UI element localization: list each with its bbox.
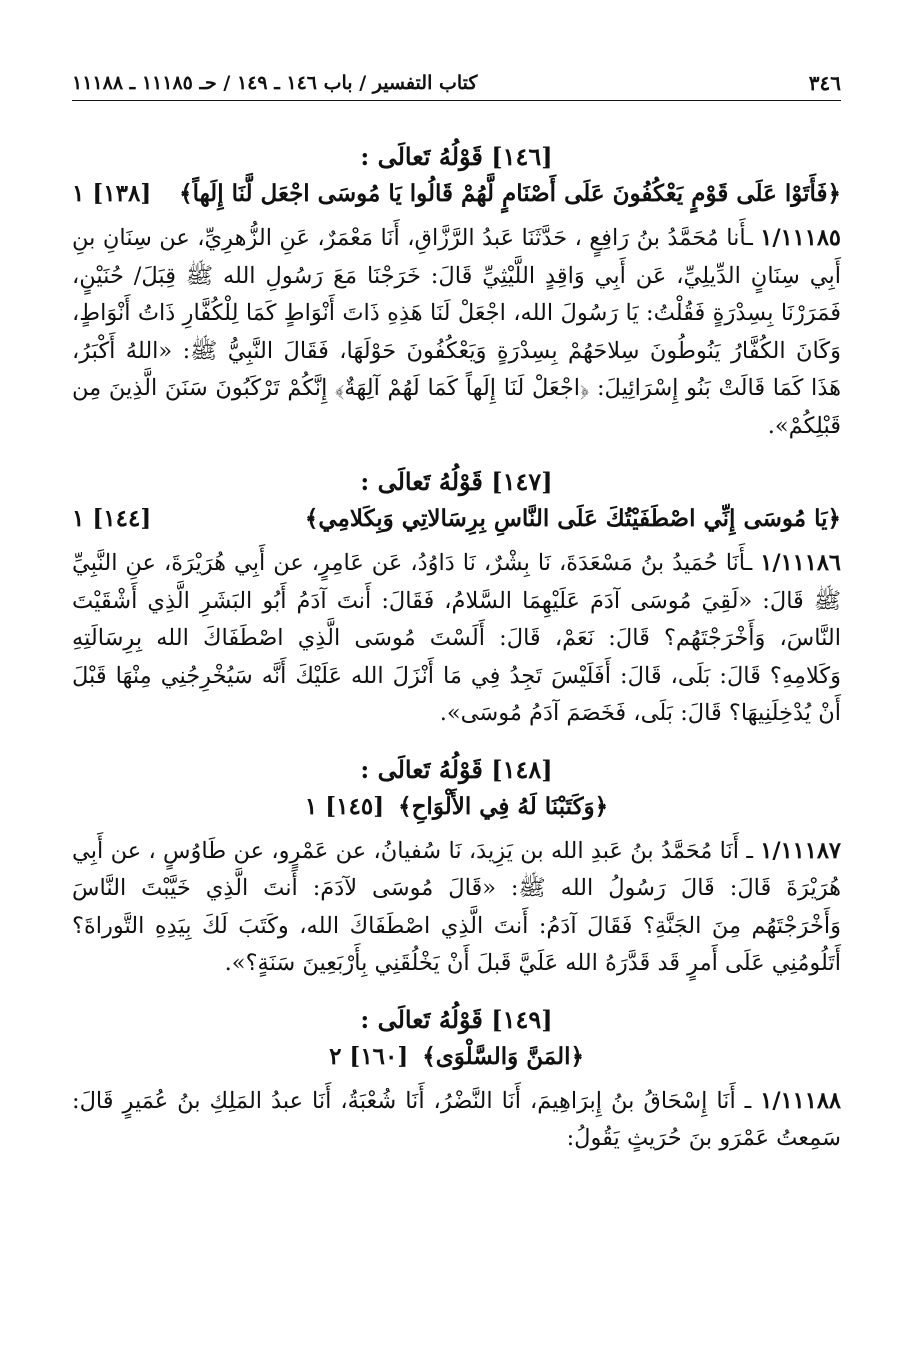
verse-text: ﴿فَأَتَوْا عَلَى قَوْمٍ يَعْكُفُونَ عَلَى أَصْنَامٍ لَّهُمْ قَالُوا يَا مُوسَى اجْعَل لَّنَا إِلَهاً﴾ (179, 180, 841, 207)
page-number: ٣٤٦ (808, 71, 841, 95)
verse-line (72, 174, 841, 214)
page-body (72, 140, 841, 1178)
hadith-paragraph (72, 220, 841, 445)
hadith-number: ١/١١١٨٧ (760, 837, 842, 864)
hadith-number: ١/١١١٨٨ (760, 1087, 842, 1114)
verse-ref: [١٣٨] ١ (72, 180, 152, 207)
hadith-paragraph (72, 1083, 841, 1158)
section-title: [١٤٩] قَوْلُهُ تَعالَى : (360, 1004, 553, 1034)
verse-text: ﴿وَكَتَبْنَا لَهُ فِي الأَلْوَاحِ﴾ (398, 792, 609, 820)
verse-ref: [١٦٠] ٢ (329, 1042, 409, 1070)
hadith-text: ـ أَنَا إِسْحَاقُ بنُ إِبرَاهِيمَ، أَنَا النَّضْرُ، أَنَا شُعْبَةُ، أَنَا عبدُ المَلِكِ بنُ عُمَيرٍ قَالَ: سَمِعتُ عَمْرَو بنَ حُرَيثٍ يَقُولُ: (72, 1087, 841, 1151)
section-148 (72, 753, 841, 983)
verse-text: ﴿المَنَّ وَالسَّلْوَى﴾ (422, 1042, 584, 1070)
verse-ref: [١٤٤] ١ (72, 505, 152, 532)
hadith-number: ١/١١١٨٦ (760, 550, 841, 576)
page-header (72, 66, 841, 101)
running-title: كتاب التفسير / باب ١٤٦ ـ ١٤٩ / حـ ١١١٨٥ ـ ١١١٨٨ (72, 72, 478, 94)
hadith-paragraph (72, 545, 841, 733)
section-title: [١٤٨] قَوْلُهُ تَعالَى : (360, 754, 553, 784)
section-149 (72, 1003, 841, 1158)
hadith-text: ـ أَنَا مُحَمَّدُ بنُ عَبدِ الله بن يَزِيدَ، نَا سُفيانُ، عن عَمْرٍو، عن طَاوُسٍ ، عن أَبِي هُرَيْرَةَ قَالَ: قَالَ رَسُولُ الله ﷺ: «قَالَ مُوسَى لآدَمَ: أَنتَ الَّذِي خَيَّبْتَ النَّاسَ وَأَخْرَجْتَهُم مِنَ الجَنَّةِ؟ فَقَالَ آدَمُ: أَنتَ الَّذِي اصْطَفَاكَ الله، وكَتَبَ لَكَ بِيَدِهِ التَّوراةَ؟ أَتَلُومُنِي عَلَى أَمرٍ قَد قَدَّرَهُ الله عَلَيَّ قَبلَ أَنْ يَخْلُقَنِي بِأَرْبَعِينَ سَنَةٍ؟». (72, 837, 841, 976)
verse-line (72, 1037, 841, 1077)
section-title: [١٤٧] قَوْلُهُ تَعالَى : (360, 467, 553, 496)
section-147 (72, 465, 841, 733)
hadith-paragraph (72, 833, 841, 983)
verse-line (72, 787, 841, 827)
hadith-text: ـأَنَا حُمَيدُ بنُ مَسْعَدَةَ، نَا بِشْرٌ، نَا دَاوُدُ، عَن عَامِرٍ، عن أَبِي هُرَيْرَةَ، عنِ النَّبِيِّ ﷺ قَالَ: «لَقِيَ مُوسَى آدَمَ عَلَيْهِمَا السَّلامُ، فَقَالَ: أَنتَ آدَمُ أَبُو البَشَرِ الَّذِي أَشْقَيْتَ النَّاسَ، وَأَخْرَجْتَهُم؟ قَالَ: نَعَمْ، قَالَ: أَلَسْتَ مُوسَى الَّذِي اصْطَفَاكَ الله بِرِسَالَتِهِ وَكَلامِهِ؟ قَالَ: بَلَى، قَالَ: أَفَلَيْسَ تَجِدُ فِي مَا أَنْزَلَ الله عَلَيْكَ أَنَّه سَيُخْرِجُنِي مِنْهَا قَبْلَ أَنْ يُدْخِلَنِيهَا؟ قَالَ: بَلَى، فَخَصَمَ آدَمُ مُوسَى». (72, 550, 841, 726)
hadith-number: ١/١١١٨٥ (760, 225, 842, 251)
section-146 (72, 140, 841, 445)
verse-line (72, 499, 841, 539)
verse-text: ﴿يَا مُوسَى إِنِّي اصْطَفَيْتُكَ عَلَى النَّاسِ بِرِسَالاتِي وَبِكَلامِي﴾ (304, 505, 841, 532)
section-title: [١٤٦] قَوْلُهُ تَعالَى : (360, 142, 553, 171)
hadith-text: ـأَنا مُحَمَّدُ بنُ رَافِعٍ ، حَدَّثَنَا عَبدُ الرَّزَّاقِ، أَنَا مَعْمَرٌ، عَنِ الزُّهرِيِّ، عن سِنَانِ بنِ أَبِي سِنَانٍ الدِّيلِيِّ، عَن أَبِي وَاقِدٍ اللَّيْثِيِّ قَالَ: خَرَجْنَا مَعَ رَسُولِ الله ﷺ قِبَلَ/ حُنَيْنٍ، فَمَرَرْنَا بِسِدْرَةٍ فَقُلْتُ: يَا رَسُولَ الله، اجْعَلْ لَنَا هَذِهِ ذَاتَ أَنْوَاطٍ كَمَا لِلْكُفَّارِ ذَاتُ أَنْوَاطٍ، وَكَانَ الكُفَّارُ يَنُوطُونَ سِلاحَهُمْ بِسِدْرَةٍ وَيَعْكُفُونَ حَوْلَهَا، فَقَالَ النَّبِيُّ ﷺ: «اللهُ أَكْبَرُ، هَذَا كَمَا قَالَتْ بَنُو إِسْرَائِيلَ: ﴿اجْعَلْ لَنَا إِلَهاً كَمَا لَهُمْ آلِهَةٌ﴾ إِنَّكُمْ تَرْكَبُونَ سَنَنَ الَّذِينَ مِن قَبْلِكُمْ». (72, 225, 841, 439)
verse-ref: [١٤٥] ١ (304, 792, 385, 820)
